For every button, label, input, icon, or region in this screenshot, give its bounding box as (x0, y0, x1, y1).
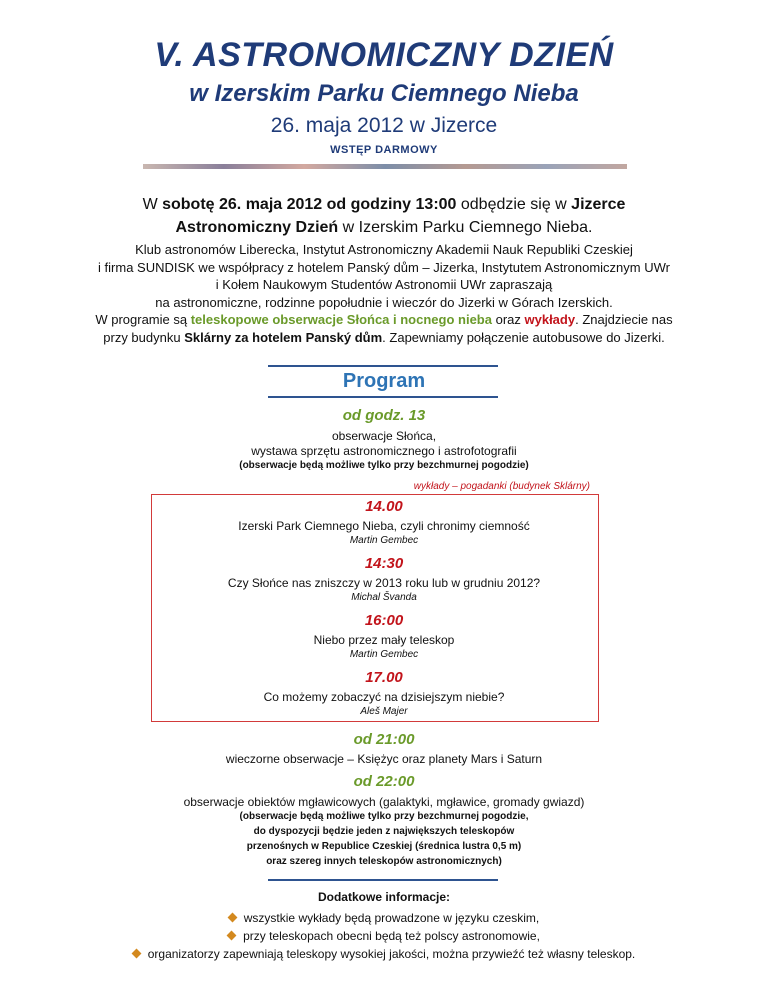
intro-text: w Izerskim Parku Ciemnego Nieba. (338, 219, 593, 236)
description-line (0, 329, 768, 347)
lectures-label: wykłady – pogadanki (budynek Sklárny) (413, 481, 590, 492)
diamond-bullet-icon (131, 949, 141, 959)
intro-text: odbędzie się w (456, 196, 572, 213)
description-line: Klub astronomów Liberecka, Instytut Astronomiczny Akademii Nauk Republiki Czeskiej (135, 242, 633, 257)
description-line (0, 311, 768, 329)
time-13: od godz. 13 (342, 407, 426, 424)
lecture-speaker: Aleš Majer (360, 706, 408, 717)
lecture-speaker: Michal Švanda (351, 592, 417, 603)
telescope-note: do dyspozycji będzie jeden z największych teleskopów (253, 826, 515, 837)
lecture-title: Niebo przez mały teleskop (313, 633, 455, 647)
highlight-lectures: wykłady (524, 312, 576, 327)
event-subtitle: w Izerskim Parku Ciemnego Nieba (189, 80, 579, 107)
text: . Znajdziecie nas (575, 312, 673, 327)
description-line: na astronomiczne, rodzinne popołudnie i wieczór do Jizerki w Górach Izerskich. (155, 294, 613, 310)
decorative-stripe (143, 164, 627, 169)
description-line: i Kołem Naukowym Studentów Astronomii UWr zapraszają (215, 277, 553, 292)
lecture-time: 14:30 (364, 555, 404, 572)
divider (268, 879, 498, 881)
info-item (0, 929, 768, 943)
info-item (0, 947, 768, 961)
time-22: od 22:00 (353, 773, 415, 790)
additional-info-heading: Dodatkowe informacje: (317, 890, 451, 904)
highlight-observations: teleskopowe obserwacje Słońca i nocnego nieba (190, 312, 492, 327)
info-item (0, 911, 768, 925)
program-line: obserwacje obiektów mgławicowych (galaktyki, mgławice, gromady gwiazd) (183, 795, 585, 809)
text: oraz (491, 312, 525, 327)
program-line: obserwacje Słońca, (331, 429, 437, 443)
info-text: organizatorzy zapewniają teleskopy wysokiej jakości, można przywieźć też własny teleskop. (147, 947, 636, 961)
event-date: 26. maja 2012 w Jizerce (270, 114, 498, 137)
program-heading: Program (342, 370, 426, 392)
telescope-note: przenośnych w Republice Czeskiej (średnica lustra 0,5 m) (246, 841, 522, 852)
telescope-note: (obserwacje będą możliwe tylko przy bezchmurnej pogodzie, (239, 811, 529, 822)
intro-event-name: Astronomiczny Dzień (175, 219, 339, 236)
venue-name: Sklárny za hotelem Panský dům (184, 329, 383, 345)
description-line: i firma SUNDISK we współpracy z hotelem Panský dům – Jizerka, Instytutem Astronomicznym UWr (98, 259, 670, 275)
time-21: od 21:00 (353, 731, 415, 748)
lecture-title: Co możemy zobaczyć na dzisiejszym niebie? (263, 690, 505, 704)
free-entry-label: WSTĘP DARMOWY (330, 144, 438, 156)
divider (268, 365, 498, 367)
diamond-bullet-icon (227, 931, 237, 941)
info-text: przy teleskopach obecni będą też polscy astronomowie, (243, 929, 540, 943)
diamond-bullet-icon (227, 913, 237, 923)
telescope-note: oraz szereg innych teleskopów astronomicznych) (266, 856, 502, 867)
intro-date: sobotę 26. maja 2012 od godziny 13:00 (162, 196, 457, 213)
lecture-speaker: Martin Gembec (349, 649, 419, 660)
intro-text: W (142, 196, 163, 213)
event-title: V. ASTRONOMICZNY DZIEŃ (154, 36, 614, 74)
lecture-title: Czy Słońce nas zniszczy w 2013 roku lub w grudniu 2012? (227, 576, 541, 590)
description-paragraph (0, 241, 768, 346)
lecture-speaker: Martin Gembec (349, 535, 419, 546)
info-text: wszystkie wykłady będą prowadzone w języku czeskim, (243, 911, 540, 925)
program-line: wystawa sprzętu astronomicznego i astrofotografii (251, 444, 517, 458)
program-line: wieczorne obserwacje – Księżyc oraz planety Mars i Saturn (225, 752, 543, 766)
text: . Zapewniamy połączenie autobusowe do Jizerki. (382, 329, 665, 345)
lecture-time: 14.00 (365, 498, 403, 515)
lecture-time: 16:00 (364, 612, 404, 629)
text: przy budynku (103, 329, 185, 345)
text: W programie są (95, 312, 191, 327)
divider (268, 396, 498, 398)
lecture-time: 17.00 (365, 669, 403, 686)
intro-paragraph (0, 193, 768, 239)
lecture-title: Izerski Park Ciemnego Nieba, czyli chronimy ciemność (238, 519, 530, 533)
weather-note: (obserwacje będą możliwe tylko przy bezchmurnej pogodzie) (239, 460, 529, 471)
intro-place: Jizerce (571, 196, 626, 213)
